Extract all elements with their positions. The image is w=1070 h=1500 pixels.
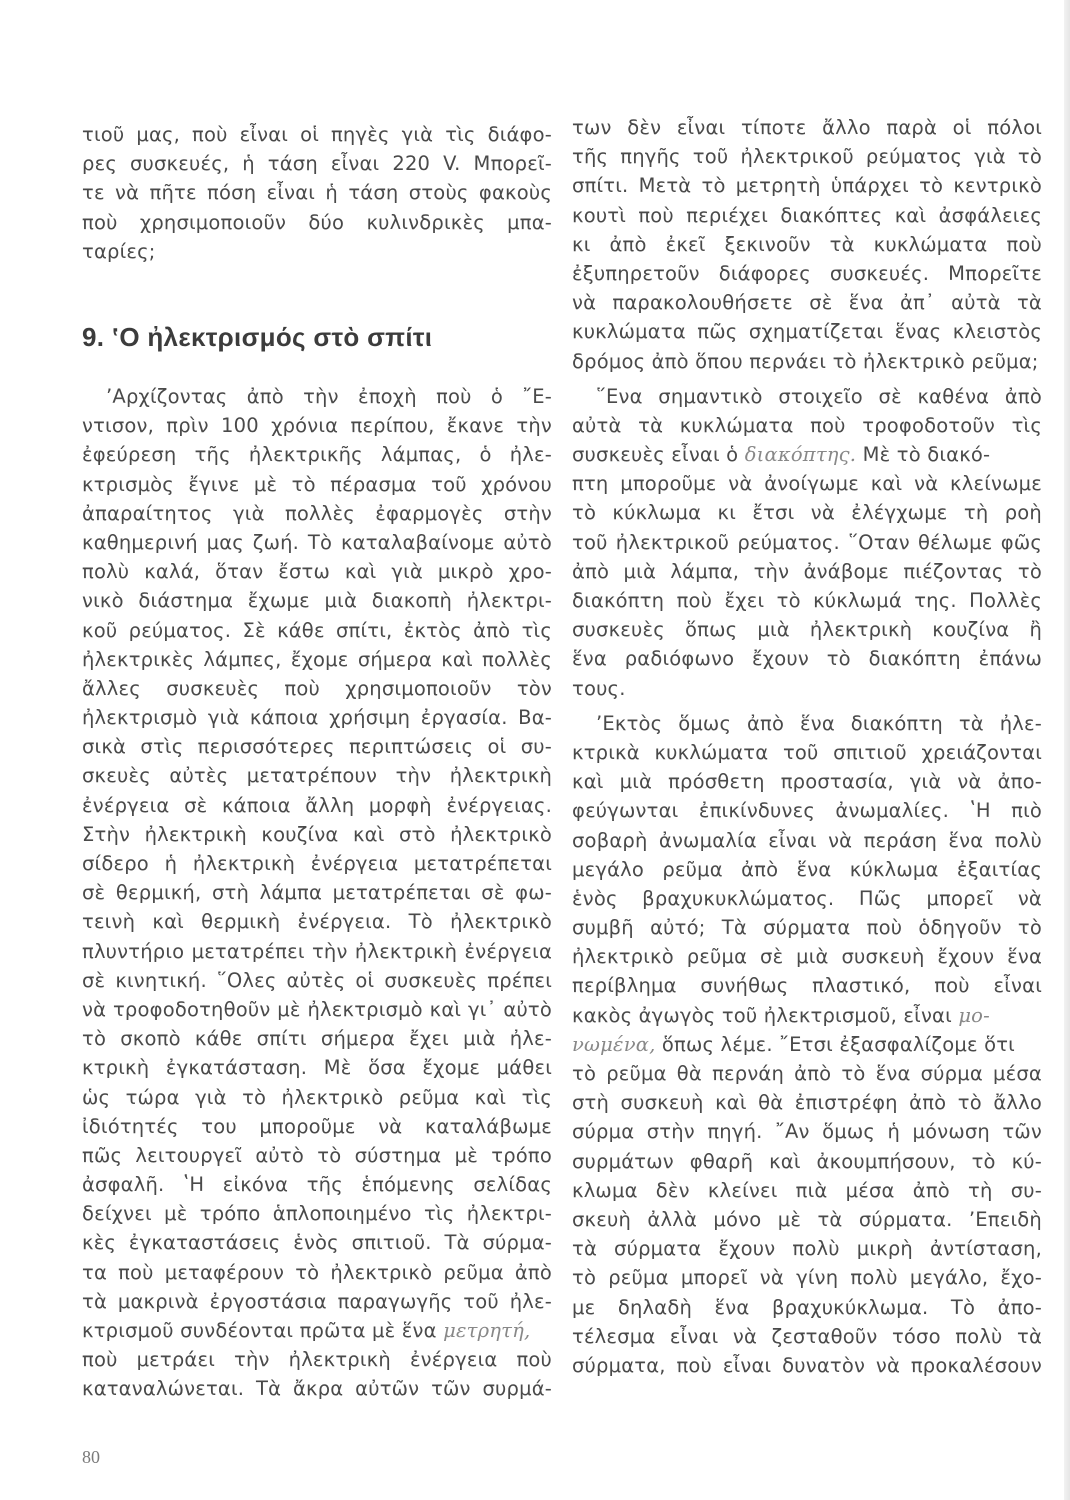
page-number: 80 <box>82 1447 100 1467</box>
text-line: τα ποὺ μεταφέρουν τὸ ἠλεκτρικὸ ρεῦμα ἀπὸ <box>82 1260 552 1284</box>
emphasis-term-insulated: μο- <box>958 1003 990 1027</box>
text-line: τοῦ ἠλεκτρικοῦ ρεύματος. ῞Οταν θέλωμε φῶς <box>572 530 1042 554</box>
text-line: κλωμα δὲν κλείνει πιὰ μέσα ἀπὸ τὴ συ- <box>572 1178 1042 1202</box>
text-line: κι ἀπὸ ἐκεῖ ξεκινοῦν τὰ κυκλώματα ποὺ <box>572 232 1042 256</box>
text-line: τε νὰ πῆτε πόση εἶναι ἡ τάση στοὺς φακοὺς <box>82 181 552 205</box>
text-fragment: κακὸς ἀγωγὸς τοῦ ἠλεκτρισμοῦ, εἶναι <box>572 1003 959 1027</box>
section-heading: 9. ʽΟ ἠλεκτρισμός στὸ σπίτι <box>82 322 433 352</box>
text-line: ντισον, πρὶν 100 χρόνια περίπου, ἔκανε τὴν <box>82 414 552 438</box>
text-fragment: συσκευὲς εἶναι ὁ <box>572 443 745 467</box>
text-line: με δηλαδὴ ἕνα βραχυκύκλωμα. Τὸ ἀπο- <box>572 1295 1042 1319</box>
text-line: στὴ συσκευὴ καὶ θὰ ἐπιστρέφη ἀπὸ τὸ ἄλλο <box>572 1091 1042 1115</box>
text-line: σίδερο ἡ ἠλεκτρικὴ ἐνέργεια μετατρέπεται <box>82 852 552 875</box>
text-line-with-emphasis <box>572 1001 1042 1030</box>
text-line: κτρικὴ ἐγκατάσταση. Μὲ ὅσα ἔχομε μάθει <box>82 1056 552 1080</box>
text-line: κουτὶ ποὺ περιέχει διακόπτες καὶ ἀσφάλειες <box>572 203 1042 227</box>
text-line: τὰ σύρματα ἔχουν πολὺ μικρὴ ἀντίσταση, <box>572 1237 1042 1261</box>
text-fragment: ὅπως λέμε. ῎Ετσι ἐξασφαλίζομε ὅτι <box>655 1032 1015 1056</box>
text-line: σοβαρὴ ἀνωμαλία εἶναι νὰ περάση ἕνα πολὺ <box>572 828 1042 852</box>
text-line: κὲς ἐγκαταστάσεις ἑνὸς σπιτιοῦ. Τὰ σύρμα- <box>82 1231 552 1255</box>
text-line: συρμάτων φθαρῆ καὶ ἀκουμπήσουν, τὸ κύ- <box>572 1149 1042 1173</box>
text-line: ῞Ενα σημαντικὸ στοιχεῖο σὲ καθένα ἀπὸ <box>596 384 1042 408</box>
text-line: ἠλεκτρικὸ ρεῦμα σὲ μιὰ συσκευὴ ἔχουν ἕνα <box>572 945 1042 969</box>
right-column <box>572 113 1042 1380</box>
text-line: τὰ μακρινὰ ἐργοστάσια παραγωγῆς τοῦ ἠλε- <box>82 1289 552 1313</box>
text-line: ἐξυπηρετοῦν διάφορες συσκευές. Μπορεῖτε <box>572 261 1042 285</box>
text-line: τῆς πηγῆς τοῦ ἠλεκτρικοῦ ρεύματος γιὰ τὸ <box>572 145 1042 169</box>
text-line: πολὺ καλά, ὅταν ἔστω καὶ γιὰ μικρὸ χρο- <box>82 560 552 584</box>
text-line: ἑνὸς βραχυκυκλώματος. Πῶς μπορεῖ νὰ <box>572 886 1042 910</box>
text-line: φεύγωνται ἐπικίνδυνες ἀνωμαλίες. ʽΗ πιὸ <box>572 799 1042 823</box>
text-line: πτη μποροῦμε νὰ ἀνοίγωμε καὶ νὰ κλείνωμε <box>572 472 1042 496</box>
text-line: σύρματα, ποὺ εἶναι δυνατὸν νὰ προκαλέσουν <box>572 1353 1042 1377</box>
text-line: διακόπτη ποὺ ἔχει τὸ κύκλωμά της. Πολλὲς <box>572 589 1042 612</box>
text-line: τους. <box>572 676 626 700</box>
text-line: καταναλώνεται. Τὰ ἄκρα αὐτῶν τῶν συρμά- <box>82 1377 552 1401</box>
text-line: σὲ κινητική. ῞Ολες αὐτὲς οἱ συσκευὲς πρέπει <box>82 968 552 992</box>
text-line: ἀπὸ μιὰ λάμπα, τὴν ἀνάβομε πιέζοντας τὸ <box>572 559 1042 583</box>
text-line: ἀπαραίτητος γιὰ πολλὲς ἐφαρμογὲς στὴν <box>82 501 552 525</box>
text-line-with-emphasis <box>572 440 1042 469</box>
emphasis-term-insulated: νωμένα, <box>572 1032 656 1056</box>
text-line: νικὸ διάστημα ἔχωμε μιὰ διακοπὴ ἠλεκτρι- <box>82 589 552 613</box>
text-line: αὐτὰ τὰ κυκλώματα ποὺ τροφοδοτοῦν τὶς <box>572 413 1042 437</box>
text-line: ρες συσκευές, ἡ τάση εἶναι 220 V. Μπορεῖ- <box>82 152 552 176</box>
text-line: σπίτι. Μετὰ τὸ μετρητὴ ὑπάρχει τὸ κεντρικὸ <box>572 174 1042 198</box>
text-fragment: Μὲ τὸ διακό- <box>856 443 991 467</box>
text-line: ἕνα ραδιόφωνο ἔχουν τὸ διακόπτη ἐπάνω <box>572 647 1042 671</box>
text-line: κοῦ ρεύματος. Σὲ κάθε σπίτι, ἐκτὸς ἀπὸ τὶς <box>82 618 552 642</box>
text-line: ποὺ χρησιμοποιοῦν δύο κυλινδρικὲς μπα- <box>82 210 552 234</box>
emphasis-term-switch: διακόπτης. <box>744 443 857 467</box>
text-line: κτρικὰ κυκλώματα τοῦ σπιτιοῦ χρειάζονται <box>572 740 1042 764</box>
text-line: περίβλημα συνήθως πλαστικό, ποὺ εἶναι <box>572 974 1042 998</box>
text-line: ἀσφαλῆ. ʽΗ εἰκόνα τῆς ἑπόμενης σελίδας <box>82 1173 552 1197</box>
text-line: τιοῦ μας, ποὺ εἶναι οἱ πηγὲς γιὰ τὶς διάφο- <box>82 123 552 146</box>
text-line: ἐφεύρεση τῆς ἠλεκτρικῆς λάμπας, ὁ ἠλε- <box>82 443 552 467</box>
text-line: νὰ παρακολουθήσετε σὲ ἕνα ἀπ᾿ αὐτὰ τὰ <box>572 291 1042 315</box>
text-line: Στὴν ἠλεκτρικὴ κουζίνα καὶ στὸ ἠλεκτρικὸ <box>82 822 552 846</box>
text-line: καὶ μιὰ πρόσθετη προστασία, γιὰ νὰ ἀπο- <box>572 770 1042 794</box>
text-line: ἄλλες συσκευὲς ποὺ χρησιμοποιοῦν τὸν <box>82 676 552 700</box>
text-line: νὰ τροφοδοτηθοῦν μὲ ἠλεκτρισμὸ καὶ γι᾿ αὐτὸ <box>82 997 552 1021</box>
text-line: τέλεσμα εἶναι νὰ ζεσταθοῦν τόσο πολὺ τὰ <box>572 1324 1042 1348</box>
text-line: δρόμος ἀπὸ ὅπου περνάει τὸ ἠλεκτρικὸ ρεῦμα; <box>572 349 1039 373</box>
left-column-intro <box>82 120 552 266</box>
text-line-with-emphasis <box>572 1030 1042 1059</box>
text-line: σικὰ στὶς περισσότερες περιπτώσεις οἱ συ- <box>82 735 552 759</box>
text-line-with-emphasis <box>82 1316 552 1345</box>
text-line: σκευὲς αὐτὲς μετατρέπουν τὴν ἠλεκτρικὴ <box>82 764 552 788</box>
text-line: τὸ κύκλωμα κι ἔτσι νὰ ἐλέγχωμε τὴ ροὴ <box>572 501 1042 525</box>
text-line: συσκευὲς ὅπως μιὰ ἠλεκτρικὴ κουζίνα ἢ <box>572 618 1042 642</box>
text-line: των δὲν εἶναι τίποτε ἄλλο παρὰ οἱ πόλοι <box>572 116 1042 139</box>
text-line: σκευὴ ἀλλὰ μόνο μὲ τὰ σύρματα. ʼΕπειδὴ <box>572 1207 1042 1231</box>
text-fragment: κτρισμοῦ συνδέονται πρῶτα μὲ ἕνα <box>82 1319 444 1342</box>
page-edge <box>1064 0 1070 1500</box>
text-line: ʼΕκτὸς ὅμως ἀπὸ ἕνα διακόπτη τὰ ἠλε- <box>596 711 1042 735</box>
text-line: τεινὴ καὶ θερμικὴ ἐνέργεια. Τὸ ἠλεκτρικὸ <box>82 910 552 934</box>
emphasis-term-meter: μετρητή, <box>443 1319 531 1342</box>
text-line: δείχνει μὲ τρόπο ἁπλοποιημένο τὶς ἠλεκτρι- <box>82 1202 552 1226</box>
text-line: σύρμα στὴν πηγή. ῎Αν ὅμως ἡ μόνωση τῶν <box>572 1120 1042 1144</box>
left-column-body <box>82 382 552 1404</box>
text-line: συμβῆ αὐτό; Τὰ σύρματα ποὺ ὁδηγοῦν τὸ <box>572 916 1042 940</box>
text-line: τὸ ρεῦμα μπορεῖ νὰ γίνη πολὺ μεγάλο, ἔχο- <box>572 1266 1042 1290</box>
text-line: τὸ σκοπὸ κάθε σπίτι σήμερα ἔχει μιὰ ἠλε- <box>82 1027 552 1051</box>
text-line: κυκλώματα πῶς σχηματίζεται ἕνας κλειστὸς <box>572 320 1042 344</box>
text-line: τὸ ρεῦμα θὰ περνάη ἀπὸ τὸ ἕνα σύρμα μέσα <box>572 1062 1042 1085</box>
text-line: κτρισμὸς ἔγινε μὲ τὸ πέρασμα τοῦ χρόνου <box>82 472 552 496</box>
text-line: ποὺ μετράει τὴν ἠλεκτρικὴ ἐνέργεια ποὺ <box>82 1348 552 1372</box>
text-line: ὡς τώρα γιὰ τὸ ἠλεκτρικὸ ρεῦμα καὶ τὶς <box>82 1085 552 1109</box>
text-line: καθημερινή μας ζωή. Τὸ καταλαβαίνομε αὐτὸ <box>82 530 552 554</box>
text-line: πλυντήριο μετατρέπει τὴν ἠλεκτρικὴ ἐνέργεια <box>82 939 552 963</box>
text-line: ἠλεκτρικὲς λάμπες, ἔχομε σήμερα καὶ πολλὲς <box>82 647 552 671</box>
text-line: ἰδιότητές του μποροῦμε νὰ καταλάβωμε <box>82 1114 552 1138</box>
text-line: ἠλεκτρισμὸ γιὰ κάποια χρήσιμη ἐργασία. Βα- <box>82 706 552 730</box>
text-line: ταρίες; <box>82 239 156 263</box>
text-line: ʼΑρχίζοντας ἀπὸ τὴν ἐποχὴ ποὺ ὁ ῎Ε- <box>106 385 552 408</box>
text-line: μεγάλο ρεῦμα ἀπὸ ἕνα κύκλωμα ἐξαιτίας <box>572 857 1042 881</box>
text-line: σὲ θερμική, στὴ λάμπα μετατρέπεται σὲ φω- <box>82 881 552 905</box>
text-line: ἐνέργεια σὲ κάποια ἄλλη μορφὴ ἐνέργειας. <box>82 793 552 817</box>
text-line: πῶς λειτουργεῖ αὐτὸ τὸ σύστημα μὲ τρόπο <box>82 1143 552 1167</box>
